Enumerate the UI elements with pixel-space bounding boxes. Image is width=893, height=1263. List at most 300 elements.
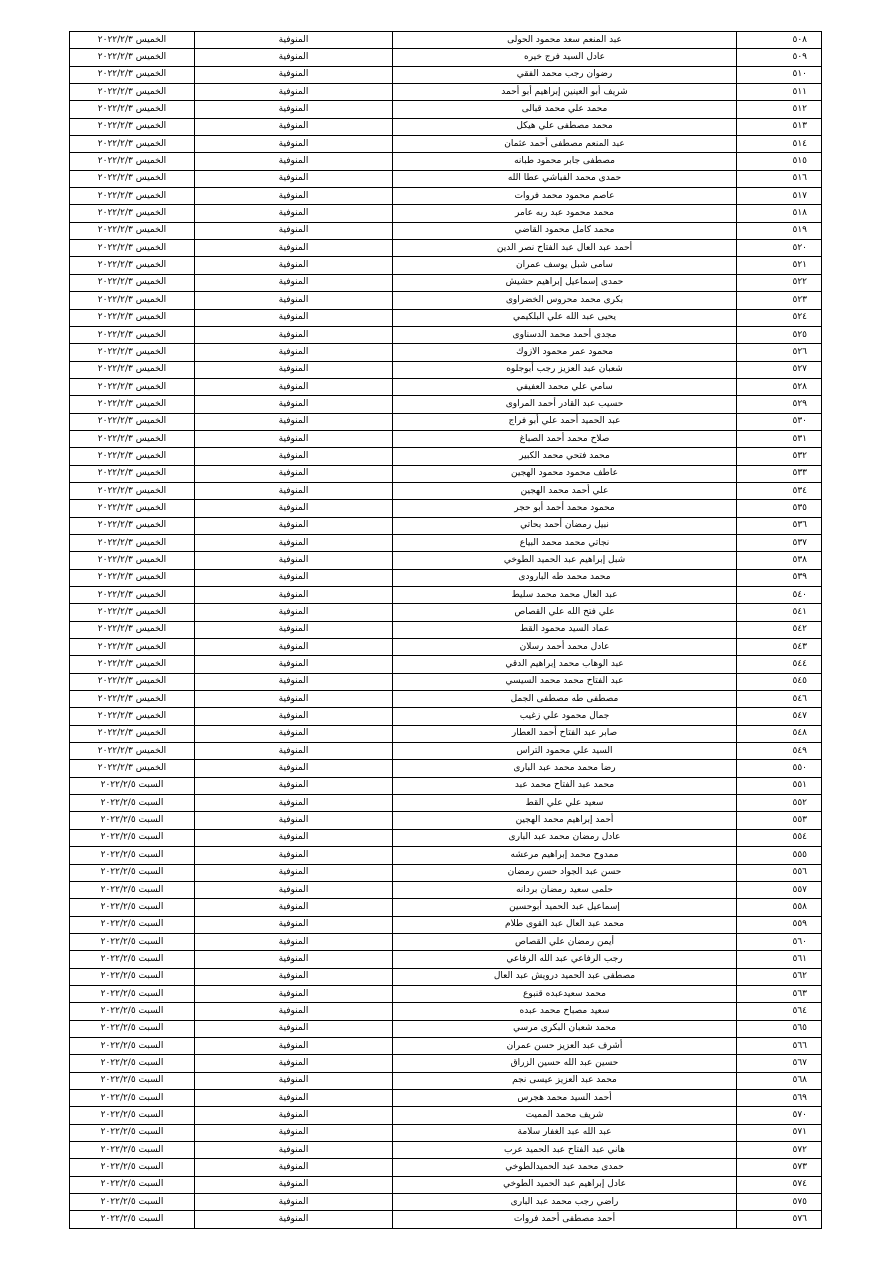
governorate-cell: المنوفية bbox=[195, 1055, 393, 1072]
table-row bbox=[70, 274, 822, 291]
serial-number-cell: ٥٥٤ bbox=[737, 829, 822, 846]
name-cell: بكرى محمد محروس الخضراوى bbox=[393, 292, 737, 309]
name-cell: أحمد عبد العال عبد الفتاح نصر الدين bbox=[393, 240, 737, 257]
name-cell: شبل إبراهيم عبد الحميد الطوخي bbox=[393, 552, 737, 569]
date-cell: الخميس ٢٠٢٢/٢/٣ bbox=[70, 760, 195, 777]
name-cell: عبد العال محمد محمد سليط bbox=[393, 587, 737, 604]
date-cell: السبت ٢٠٢٢/٢/٥ bbox=[70, 1142, 195, 1159]
name-cell: أحمد إبراهيم محمد الهجين bbox=[393, 812, 737, 829]
table-row bbox=[70, 621, 822, 638]
serial-number-cell: ٥١٨ bbox=[737, 205, 822, 222]
date-cell: الخميس ٢٠٢٢/٢/٣ bbox=[70, 604, 195, 621]
name-cell: إسماعيل عبد الحميد أبوحسين bbox=[393, 899, 737, 916]
date-cell: السبت ٢٠٢٢/٢/٥ bbox=[70, 795, 195, 812]
name-cell: شريف محمد المميت bbox=[393, 1107, 737, 1124]
date-cell: الخميس ٢٠٢٢/٢/٣ bbox=[70, 621, 195, 638]
serial-number-cell: ٥٥١ bbox=[737, 777, 822, 794]
table-row bbox=[70, 396, 822, 413]
date-cell: الخميس ٢٠٢٢/٢/٣ bbox=[70, 257, 195, 274]
serial-number-cell: ٥٠٩ bbox=[737, 49, 822, 66]
name-cell: أشرف عبد العزيز حسن عمران bbox=[393, 1037, 737, 1054]
governorate-cell: المنوفية bbox=[195, 691, 393, 708]
name-cell: سامى شبل يوسف عمران bbox=[393, 257, 737, 274]
table-row bbox=[70, 552, 822, 569]
serial-number-cell: ٥٧١ bbox=[737, 1124, 822, 1141]
table-row bbox=[70, 604, 822, 621]
date-cell: السبت ٢٠٢٢/٢/٥ bbox=[70, 899, 195, 916]
table-row bbox=[70, 985, 822, 1002]
date-cell: الخميس ٢٠٢٢/٢/٣ bbox=[70, 170, 195, 187]
date-cell: السبت ٢٠٢٢/٢/٥ bbox=[70, 916, 195, 933]
governorate-cell: المنوفية bbox=[195, 725, 393, 742]
serial-number-cell: ٥٦٥ bbox=[737, 1020, 822, 1037]
serial-number-cell: ٥١٦ bbox=[737, 170, 822, 187]
name-cell: عبد المنعم سعد محمود الحولى bbox=[393, 32, 737, 49]
name-cell: عاصم محمود محمد فروات bbox=[393, 188, 737, 205]
governorate-cell: المنوفية bbox=[195, 205, 393, 222]
governorate-cell: المنوفية bbox=[195, 985, 393, 1002]
table-row bbox=[70, 413, 822, 430]
name-cell: علي فتح الله علي القصاص bbox=[393, 604, 737, 621]
date-cell: السبت ٢٠٢٢/٢/٥ bbox=[70, 812, 195, 829]
name-cell: شريف أبو العينين إبراهيم أبو أحمد bbox=[393, 84, 737, 101]
serial-number-cell: ٥٢٤ bbox=[737, 309, 822, 326]
table-row bbox=[70, 1003, 822, 1020]
table-row bbox=[70, 1107, 822, 1124]
date-cell: السبت ٢٠٢٢/٢/٥ bbox=[70, 881, 195, 898]
governorate-cell: المنوفية bbox=[195, 1211, 393, 1228]
serial-number-cell: ٥٢٠ bbox=[737, 240, 822, 257]
date-cell: السبت ٢٠٢٢/٢/٥ bbox=[70, 1089, 195, 1106]
table-row bbox=[70, 309, 822, 326]
table-row bbox=[70, 500, 822, 517]
serial-number-cell: ٥٦٠ bbox=[737, 933, 822, 950]
date-cell: الخميس ٢٠٢٢/٢/٣ bbox=[70, 153, 195, 170]
table-row bbox=[70, 691, 822, 708]
date-cell: السبت ٢٠٢٢/٢/٥ bbox=[70, 1055, 195, 1072]
governorate-cell: المنوفية bbox=[195, 1124, 393, 1141]
date-cell: الخميس ٢٠٢٢/٢/٣ bbox=[70, 482, 195, 499]
governorate-cell: المنوفية bbox=[195, 413, 393, 430]
date-cell: الخميس ٢٠٢٢/٢/٣ bbox=[70, 552, 195, 569]
date-cell: السبت ٢٠٢٢/٢/٥ bbox=[70, 1176, 195, 1193]
governorate-cell: المنوفية bbox=[195, 465, 393, 482]
governorate-cell: المنوفية bbox=[195, 621, 393, 638]
governorate-cell: المنوفية bbox=[195, 396, 393, 413]
name-cell: صلاح محمد أحمد الصباغ bbox=[393, 430, 737, 447]
governorate-cell: المنوفية bbox=[195, 639, 393, 656]
name-cell: علي أحمد محمد الهجين bbox=[393, 482, 737, 499]
serial-number-cell: ٥١٥ bbox=[737, 153, 822, 170]
table-row bbox=[70, 344, 822, 361]
governorate-cell: المنوفية bbox=[195, 1159, 393, 1176]
name-cell: مجدى أحمد محمد الدسناوى bbox=[393, 326, 737, 343]
governorate-cell: المنوفية bbox=[195, 257, 393, 274]
table-row bbox=[70, 777, 822, 794]
name-cell: محمد فتحي محمد الكبير bbox=[393, 448, 737, 465]
serial-number-cell: ٥٤٤ bbox=[737, 656, 822, 673]
governorate-cell: المنوفية bbox=[195, 812, 393, 829]
date-cell: الخميس ٢٠٢٢/٢/٣ bbox=[70, 725, 195, 742]
name-cell: أيمن رمضان علي القصاص bbox=[393, 933, 737, 950]
records-table bbox=[69, 31, 822, 1229]
name-cell: عادل رمضان محمد عبد البارى bbox=[393, 829, 737, 846]
date-cell: السبت ٢٠٢٢/٢/٥ bbox=[70, 985, 195, 1002]
date-cell: السبت ٢٠٢٢/٢/٥ bbox=[70, 968, 195, 985]
date-cell: السبت ٢٠٢٢/٢/٥ bbox=[70, 951, 195, 968]
serial-number-cell: ٥٧٥ bbox=[737, 1194, 822, 1211]
date-cell: السبت ٢٠٢٢/٢/٥ bbox=[70, 1020, 195, 1037]
name-cell: عبد الفتاح محمد محمد السيسي bbox=[393, 673, 737, 690]
governorate-cell: المنوفية bbox=[195, 84, 393, 101]
table-row bbox=[70, 933, 822, 950]
table-row bbox=[70, 1020, 822, 1037]
governorate-cell: المنوفية bbox=[195, 656, 393, 673]
governorate-cell: المنوفية bbox=[195, 1176, 393, 1193]
serial-number-cell: ٥٦١ bbox=[737, 951, 822, 968]
governorate-cell: المنوفية bbox=[195, 1089, 393, 1106]
serial-number-cell: ٥٢٦ bbox=[737, 344, 822, 361]
date-cell: الخميس ٢٠٢٢/٢/٣ bbox=[70, 49, 195, 66]
date-cell: الخميس ٢٠٢٢/٢/٣ bbox=[70, 205, 195, 222]
date-cell: الخميس ٢٠٢٢/٢/٣ bbox=[70, 344, 195, 361]
name-cell: شعبان عبد العزيز رجب أبوجلوه bbox=[393, 361, 737, 378]
table-row bbox=[70, 188, 822, 205]
table-row bbox=[70, 881, 822, 898]
date-cell: الخميس ٢٠٢٢/٢/٣ bbox=[70, 500, 195, 517]
table-row bbox=[70, 1159, 822, 1176]
table-row bbox=[70, 326, 822, 343]
governorate-cell: المنوفية bbox=[195, 482, 393, 499]
name-cell: السيد علي محمود التراس bbox=[393, 743, 737, 760]
date-cell: السبت ٢٠٢٢/٢/٥ bbox=[70, 1124, 195, 1141]
serial-number-cell: ٥٣١ bbox=[737, 430, 822, 447]
table-row bbox=[70, 812, 822, 829]
date-cell: الخميس ٢٠٢٢/٢/٣ bbox=[70, 66, 195, 83]
governorate-cell: المنوفية bbox=[195, 1003, 393, 1020]
date-cell: الخميس ٢٠٢٢/٢/٣ bbox=[70, 118, 195, 135]
name-cell: حسين عبد الله حسين الزراق bbox=[393, 1055, 737, 1072]
serial-number-cell: ٥٣٩ bbox=[737, 569, 822, 586]
table-row bbox=[70, 222, 822, 239]
table-row bbox=[70, 240, 822, 257]
governorate-cell: المنوفية bbox=[195, 240, 393, 257]
table-row bbox=[70, 465, 822, 482]
governorate-cell: المنوفية bbox=[195, 587, 393, 604]
table-row bbox=[70, 517, 822, 534]
serial-number-cell: ٥٤٠ bbox=[737, 587, 822, 604]
serial-number-cell: ٥٤٧ bbox=[737, 708, 822, 725]
name-cell: رجب الرفاعي عبد الله الرفاعي bbox=[393, 951, 737, 968]
date-cell: السبت ٢٠٢٢/٢/٥ bbox=[70, 864, 195, 881]
table-row bbox=[70, 66, 822, 83]
governorate-cell: المنوفية bbox=[195, 136, 393, 153]
name-cell: نبيل رمضان أحمد بحاتي bbox=[393, 517, 737, 534]
serial-number-cell: ٥٢٧ bbox=[737, 361, 822, 378]
date-cell: الخميس ٢٠٢٢/٢/٣ bbox=[70, 84, 195, 101]
name-cell: محمد عبد العزيز عيسى نجم bbox=[393, 1072, 737, 1089]
governorate-cell: المنوفية bbox=[195, 933, 393, 950]
name-cell: محمود محمد أحمد أبو حجر bbox=[393, 500, 737, 517]
date-cell: الخميس ٢٠٢٢/٢/٣ bbox=[70, 587, 195, 604]
governorate-cell: المنوفية bbox=[195, 1142, 393, 1159]
date-cell: الخميس ٢٠٢٢/٢/٣ bbox=[70, 534, 195, 551]
name-cell: مصطفى طه مصطفى الجمل bbox=[393, 691, 737, 708]
governorate-cell: المنوفية bbox=[195, 881, 393, 898]
serial-number-cell: ٥٢٣ bbox=[737, 292, 822, 309]
governorate-cell: المنوفية bbox=[195, 968, 393, 985]
date-cell: الخميس ٢٠٢٢/٢/٣ bbox=[70, 101, 195, 118]
records-table-body bbox=[70, 32, 822, 1229]
table-row bbox=[70, 84, 822, 101]
governorate-cell: المنوفية bbox=[195, 829, 393, 846]
governorate-cell: المنوفية bbox=[195, 552, 393, 569]
date-cell: الخميس ٢٠٢٢/٢/٣ bbox=[70, 517, 195, 534]
table-row bbox=[70, 378, 822, 395]
serial-number-cell: ٥٣٧ bbox=[737, 534, 822, 551]
serial-number-cell: ٥١٢ bbox=[737, 101, 822, 118]
governorate-cell: المنوفية bbox=[195, 951, 393, 968]
name-cell: سعيد علي علي القط bbox=[393, 795, 737, 812]
name-cell: محمد محمود عبد ربه عامر bbox=[393, 205, 737, 222]
date-cell: الخميس ٢٠٢٢/٢/٣ bbox=[70, 569, 195, 586]
date-cell: الخميس ٢٠٢٢/٢/٣ bbox=[70, 361, 195, 378]
governorate-cell: المنوفية bbox=[195, 309, 393, 326]
serial-number-cell: ٥١٧ bbox=[737, 188, 822, 205]
date-cell: الخميس ٢٠٢٢/٢/٣ bbox=[70, 430, 195, 447]
date-cell: الخميس ٢٠٢٢/٢/٣ bbox=[70, 413, 195, 430]
governorate-cell: المنوفية bbox=[195, 274, 393, 291]
name-cell: عماد السيد محمود القط bbox=[393, 621, 737, 638]
serial-number-cell: ٥١٣ bbox=[737, 118, 822, 135]
serial-number-cell: ٥١٩ bbox=[737, 222, 822, 239]
date-cell: السبت ٢٠٢٢/٢/٥ bbox=[70, 1194, 195, 1211]
date-cell: الخميس ٢٠٢٢/٢/٣ bbox=[70, 222, 195, 239]
name-cell: عبد المنعم مصطفى أحمد عثمان bbox=[393, 136, 737, 153]
date-cell: الخميس ٢٠٢٢/٢/٣ bbox=[70, 708, 195, 725]
table-row bbox=[70, 795, 822, 812]
serial-number-cell: ٥٢٢ bbox=[737, 274, 822, 291]
serial-number-cell: ٥٤٥ bbox=[737, 673, 822, 690]
date-cell: الخميس ٢٠٢٢/٢/٣ bbox=[70, 136, 195, 153]
governorate-cell: المنوفية bbox=[195, 864, 393, 881]
name-cell: محمد عبد العال عبد القوى طلام bbox=[393, 916, 737, 933]
serial-number-cell: ٥٧٠ bbox=[737, 1107, 822, 1124]
serial-number-cell: ٥١٠ bbox=[737, 66, 822, 83]
name-cell: عادل السيد فرج خيره bbox=[393, 49, 737, 66]
table-row bbox=[70, 49, 822, 66]
name-cell: ممدوح محمد إبراهيم مرعشه bbox=[393, 847, 737, 864]
serial-number-cell: ٥٣٤ bbox=[737, 482, 822, 499]
governorate-cell: المنوفية bbox=[195, 344, 393, 361]
date-cell: الخميس ٢٠٢٢/٢/٣ bbox=[70, 448, 195, 465]
table-row bbox=[70, 1124, 822, 1141]
serial-number-cell: ٥٦٩ bbox=[737, 1089, 822, 1106]
name-cell: هاني عبد الفتاح عبد الحميد عرب bbox=[393, 1142, 737, 1159]
name-cell: حسن عبد الجواد حسن رمضان bbox=[393, 864, 737, 881]
serial-number-cell: ٥٣٥ bbox=[737, 500, 822, 517]
governorate-cell: المنوفية bbox=[195, 673, 393, 690]
name-cell: عادل محمد أحمد رسلان bbox=[393, 639, 737, 656]
table-row bbox=[70, 673, 822, 690]
governorate-cell: المنوفية bbox=[195, 222, 393, 239]
date-cell: الخميس ٢٠٢٢/٢/٣ bbox=[70, 292, 195, 309]
table-row bbox=[70, 1037, 822, 1054]
table-row bbox=[70, 743, 822, 760]
governorate-cell: المنوفية bbox=[195, 1072, 393, 1089]
serial-number-cell: ٥٥٣ bbox=[737, 812, 822, 829]
name-cell: رضا محمد محمد عبد البارى bbox=[393, 760, 737, 777]
governorate-cell: المنوفية bbox=[195, 66, 393, 83]
governorate-cell: المنوفية bbox=[195, 760, 393, 777]
governorate-cell: المنوفية bbox=[195, 49, 393, 66]
serial-number-cell: ٥٤٣ bbox=[737, 639, 822, 656]
name-cell: جمال محمود علي زغيب bbox=[393, 708, 737, 725]
table-row bbox=[70, 951, 822, 968]
name-cell: حمدى محمد الفباشي عطا الله bbox=[393, 170, 737, 187]
governorate-cell: المنوفية bbox=[195, 153, 393, 170]
name-cell: محمد شعبان البكرى مرسي bbox=[393, 1020, 737, 1037]
governorate-cell: المنوفية bbox=[195, 326, 393, 343]
table-row bbox=[70, 829, 822, 846]
date-cell: الخميس ٢٠٢٢/٢/٣ bbox=[70, 656, 195, 673]
name-cell: عبد الله عبد الغفار سلامة bbox=[393, 1124, 737, 1141]
serial-number-cell: ٥٥٢ bbox=[737, 795, 822, 812]
governorate-cell: المنوفية bbox=[195, 795, 393, 812]
table-row bbox=[70, 656, 822, 673]
serial-number-cell: ٥١٤ bbox=[737, 136, 822, 153]
governorate-cell: المنوفية bbox=[195, 361, 393, 378]
date-cell: الخميس ٢٠٢٢/٢/٣ bbox=[70, 743, 195, 760]
serial-number-cell: ٥٢١ bbox=[737, 257, 822, 274]
date-cell: السبت ٢٠٢٢/٢/٥ bbox=[70, 1159, 195, 1176]
date-cell: الخميس ٢٠٢٢/٢/٣ bbox=[70, 465, 195, 482]
table-row bbox=[70, 569, 822, 586]
serial-number-cell: ٥٤١ bbox=[737, 604, 822, 621]
table-row bbox=[70, 1089, 822, 1106]
governorate-cell: المنوفية bbox=[195, 847, 393, 864]
name-cell: أحمد السيد محمد هجرس bbox=[393, 1089, 737, 1106]
governorate-cell: المنوفية bbox=[195, 604, 393, 621]
table-row bbox=[70, 708, 822, 725]
serial-number-cell: ٥٣٢ bbox=[737, 448, 822, 465]
table-row bbox=[70, 864, 822, 881]
table-row bbox=[70, 170, 822, 187]
governorate-cell: المنوفية bbox=[195, 430, 393, 447]
table-row bbox=[70, 968, 822, 985]
governorate-cell: المنوفية bbox=[195, 899, 393, 916]
table-row bbox=[70, 1176, 822, 1193]
table-row bbox=[70, 153, 822, 170]
name-cell: محمود عمر محمود الازوك bbox=[393, 344, 737, 361]
serial-number-cell: ٥٤٩ bbox=[737, 743, 822, 760]
table-row bbox=[70, 1194, 822, 1211]
serial-number-cell: ٥٧٣ bbox=[737, 1159, 822, 1176]
date-cell: السبت ٢٠٢٢/٢/٥ bbox=[70, 847, 195, 864]
name-cell: راضي رجب محمد عبد البارى bbox=[393, 1194, 737, 1211]
date-cell: السبت ٢٠٢٢/٢/٥ bbox=[70, 777, 195, 794]
table-row bbox=[70, 430, 822, 447]
table-row bbox=[70, 361, 822, 378]
name-cell: صابر عبد الفتاح أحمد العطار bbox=[393, 725, 737, 742]
governorate-cell: المنوفية bbox=[195, 32, 393, 49]
serial-number-cell: ٥٥٨ bbox=[737, 899, 822, 916]
table-row bbox=[70, 916, 822, 933]
governorate-cell: المنوفية bbox=[195, 777, 393, 794]
table-row bbox=[70, 534, 822, 551]
serial-number-cell: ٥٥٩ bbox=[737, 916, 822, 933]
governorate-cell: المنوفية bbox=[195, 101, 393, 118]
name-cell: محمد سعيدعبده قنبوع bbox=[393, 985, 737, 1002]
name-cell: حلمى سعيد رمضان بردانه bbox=[393, 881, 737, 898]
name-cell: حمدى محمد عبد الحميدالطوخي bbox=[393, 1159, 737, 1176]
serial-number-cell: ٥٢٨ bbox=[737, 378, 822, 395]
serial-number-cell: ٥٢٥ bbox=[737, 326, 822, 343]
name-cell: عاطف محمود محمود الهجين bbox=[393, 465, 737, 482]
date-cell: الخميس ٢٠٢٢/٢/٣ bbox=[70, 396, 195, 413]
governorate-cell: المنوفية bbox=[195, 1107, 393, 1124]
governorate-cell: المنوفية bbox=[195, 1020, 393, 1037]
date-cell: السبت ٢٠٢٢/٢/٥ bbox=[70, 1072, 195, 1089]
date-cell: الخميس ٢٠٢٢/٢/٣ bbox=[70, 32, 195, 49]
name-cell: مصطفى جابر محمود طبانه bbox=[393, 153, 737, 170]
table-row bbox=[70, 639, 822, 656]
governorate-cell: المنوفية bbox=[195, 1037, 393, 1054]
governorate-cell: المنوفية bbox=[195, 534, 393, 551]
date-cell: الخميس ٢٠٢٢/٢/٣ bbox=[70, 378, 195, 395]
serial-number-cell: ٥٦٤ bbox=[737, 1003, 822, 1020]
name-cell: يحيى عبد الله علي البلكيمي bbox=[393, 309, 737, 326]
table-row bbox=[70, 32, 822, 49]
date-cell: الخميس ٢٠٢٢/٢/٣ bbox=[70, 188, 195, 205]
table-row bbox=[70, 1211, 822, 1228]
name-cell: عادل إبراهيم عبد الحميد الطوخي bbox=[393, 1176, 737, 1193]
name-cell: عبد الحميد أحمد علي أبو فراج bbox=[393, 413, 737, 430]
serial-number-cell: ٥٦٨ bbox=[737, 1072, 822, 1089]
date-cell: الخميس ٢٠٢٢/٢/٣ bbox=[70, 309, 195, 326]
governorate-cell: المنوفية bbox=[195, 569, 393, 586]
date-cell: السبت ٢٠٢٢/٢/٥ bbox=[70, 1211, 195, 1228]
table-row bbox=[70, 205, 822, 222]
governorate-cell: المنوفية bbox=[195, 1194, 393, 1211]
name-cell: حسيب عبد القادر أحمد المراوى bbox=[393, 396, 737, 413]
name-cell: رضوان رجب محمد الفقي bbox=[393, 66, 737, 83]
name-cell: سعيد مصباح محمد عبده bbox=[393, 1003, 737, 1020]
name-cell: محمد محمد طه البارودى bbox=[393, 569, 737, 586]
serial-number-cell: ٥٦٦ bbox=[737, 1037, 822, 1054]
table-row bbox=[70, 1072, 822, 1089]
date-cell: الخميس ٢٠٢٢/٢/٣ bbox=[70, 673, 195, 690]
date-cell: الخميس ٢٠٢٢/٢/٣ bbox=[70, 274, 195, 291]
name-cell: محمد مصطفى علي هيكل bbox=[393, 118, 737, 135]
serial-number-cell: ٥٣٦ bbox=[737, 517, 822, 534]
date-cell: السبت ٢٠٢٢/٢/٥ bbox=[70, 829, 195, 846]
governorate-cell: المنوفية bbox=[195, 517, 393, 534]
serial-number-cell: ٥٠٨ bbox=[737, 32, 822, 49]
table-row bbox=[70, 587, 822, 604]
name-cell: سامي علي محمد العفيفي bbox=[393, 378, 737, 395]
date-cell: الخميس ٢٠٢٢/٢/٣ bbox=[70, 326, 195, 343]
governorate-cell: المنوفية bbox=[195, 500, 393, 517]
table-row bbox=[70, 847, 822, 864]
governorate-cell: المنوفية bbox=[195, 170, 393, 187]
table-row bbox=[70, 136, 822, 153]
name-cell: أحمد مصطفى أحمد فروات bbox=[393, 1211, 737, 1228]
serial-number-cell: ٥٥٧ bbox=[737, 881, 822, 898]
governorate-cell: المنوفية bbox=[195, 188, 393, 205]
table-row bbox=[70, 292, 822, 309]
name-cell: محمد كامل محمود القاضي bbox=[393, 222, 737, 239]
